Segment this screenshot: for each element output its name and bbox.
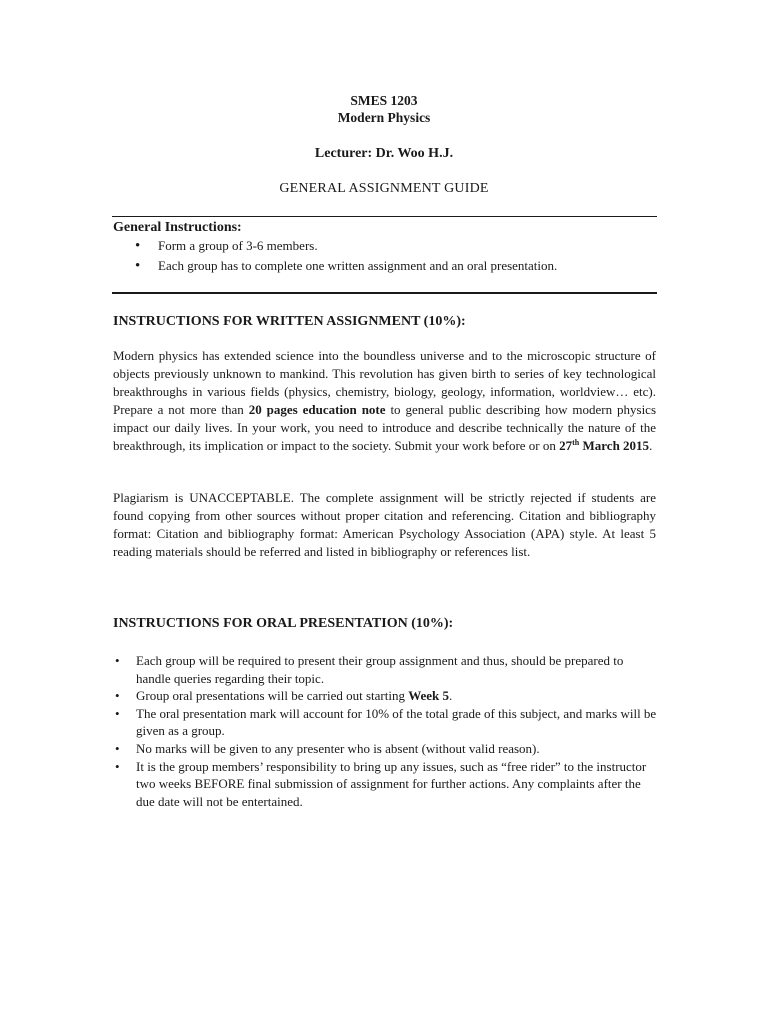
course-name: Modern Physics (337, 110, 431, 125)
divider-bottom (112, 292, 657, 294)
document-header (0, 92, 768, 198)
list-item: • The oral presentation mark will account for 10% of the total grade of this subject, and marks will be given as a group. (113, 705, 658, 740)
p1-text-a: Modern physics has extended science into the boundless universe and to the microscopic structure of objects previously unknown to mankind. This revolution has given birth to series of key technological breakthroughs in various fields (physics, chemistry, biology, geology, information, worldview… etc). Prepare a not more than (113, 348, 656, 418)
oral-instructions-list (113, 652, 658, 810)
p1-bold-pages: 20 pages education note (248, 402, 386, 418)
list-item: • Form a group of 3-6 members. (113, 236, 658, 256)
general-instructions-list (113, 236, 658, 276)
general-instructions-title: General Instructions: (113, 220, 242, 235)
item2-text: Group oral presentations will be carried out starting (136, 688, 409, 704)
list-item: • Each group will be required to present their group assignment and thus, should be prepared to handle queries regarding their topic. (113, 652, 658, 687)
item2-week: Week 5 (408, 688, 450, 704)
lecturer-line: Lecturer: Dr. Woo H.J. (314, 146, 454, 161)
list-item: • No marks will be given to any presenter who is absent (without valid reason). (113, 740, 658, 758)
p1-text-b: to general public describing how modern physics impact our daily lives. In your work, you need to introduce and describe technically the nature of the breakthrough, its implication or impact to the society. Submit your work before or on (113, 402, 657, 454)
p1-end: . (649, 438, 653, 454)
oral-presentation-title: INSTRUCTIONS FOR ORAL PRESENTATION (10%): (113, 616, 454, 631)
guide-title: GENERAL ASSIGNMENT GUIDE (279, 181, 489, 196)
list-item: • It is the group members’ responsibility to bring up any issues, such as “free rider” to the instructor two weeks BEFORE final submission of assignment for further actions. Any complaints after the due date will not be entertained. (113, 758, 658, 811)
list-item (113, 687, 658, 705)
p1-date-suffix: th (572, 438, 580, 448)
written-paragraph-2: Plagiarism is UNACCEPTABLE. The complete assignment will be strictly rejected if students are found copying from other sources without proper citation and referencing. Citation and bibliography format: Citation and bibliography format: American Psychology Association (APA) style. At least 5 reading materials should be referred and listed in bibliography or references list. (113, 490, 656, 560)
list-item: • Each group has to complete one written assignment and an oral presentation. (113, 256, 658, 276)
written-assignment-title: INSTRUCTIONS FOR WRITTEN ASSIGNMENT (10%): (113, 314, 466, 329)
p1-date-day: 27 (559, 438, 573, 454)
item2-end: . (449, 688, 453, 704)
divider-top (112, 216, 657, 217)
course-code: SMES 1203 (350, 93, 418, 108)
p1-date-rest: March 2015 (579, 438, 650, 454)
written-paragraph-1 (113, 347, 656, 456)
